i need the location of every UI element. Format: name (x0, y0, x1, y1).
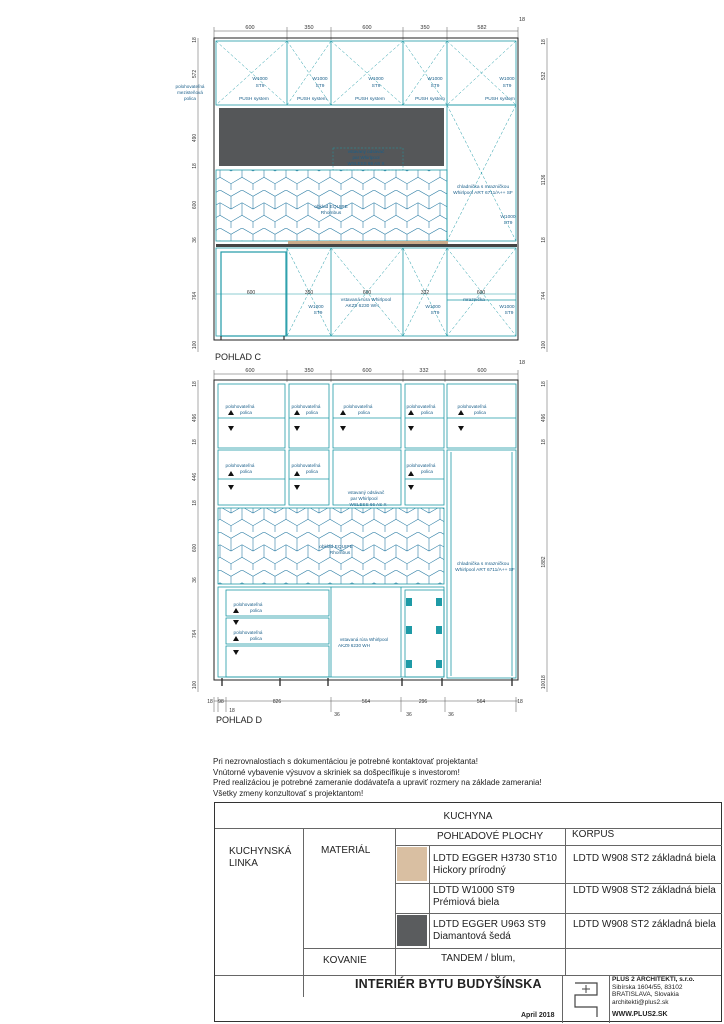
c-left-dim-1: 18 (192, 37, 198, 43)
d-fridge-note-2: Whirlpool ART 6711/A++ SF (455, 568, 515, 573)
c-fridge-code: W1000 (500, 215, 516, 220)
c-upper-4-st: ST9 (430, 84, 440, 89)
c-lower-1-code: W1000 (308, 305, 324, 310)
firm-address: Sibírska 1604/55, 83102 (612, 983, 683, 991)
row1-body: LDTD W908 ST2 základná biela (573, 853, 716, 864)
c-upper-2-st: ST9 (315, 84, 325, 89)
d-shelf-7b: polica (305, 469, 319, 474)
firm-info (612, 976, 694, 1006)
d-top-dim-2: 350 (304, 368, 314, 374)
d-left-dim-6: 600 (192, 543, 198, 553)
c-upper-3-st: ST9 (371, 84, 381, 89)
d-fridge-note-1: chladnička s mrazničkou (456, 562, 510, 567)
row3-body: LDTD W908 ST2 základná biela (573, 919, 716, 930)
d-drawer-wire-baskets (406, 598, 442, 668)
material-label: MATERIÁL (321, 845, 371, 856)
d-bottom-dim-3: 826 (272, 699, 282, 705)
d-shelf-8a: polohovateľná (406, 463, 436, 468)
c-lower-dim-1: 600 (246, 290, 256, 296)
c-lower-dim-4: 332 (420, 290, 430, 296)
d-tile-note-2: Rhombus (329, 551, 351, 556)
c-top-dim-1: 600 (245, 25, 255, 31)
row2-front-1: LDTD W1000 ST9 (433, 885, 515, 896)
c-upper-3-code: W1000 (368, 77, 384, 82)
c-right-dim-5: 744 (541, 291, 547, 301)
c-lower-dim-2: 350 (304, 290, 314, 296)
d-shelf-2a: polohovateľná (291, 404, 321, 409)
c-left-dim-6: 36 (192, 237, 198, 243)
c-shelf-note-2: mezisteňová (177, 90, 203, 95)
c-left-dim-7: 764 (192, 291, 198, 301)
d-right-dim-3: 18 (541, 439, 547, 445)
d-top-dim-3: 600 (362, 368, 372, 374)
project-date: April 2018 (521, 1012, 555, 1019)
c-left-dim-5: 600 (192, 200, 198, 210)
swatch-diamond-grey (397, 915, 427, 946)
c-right-dim-2: 532 (541, 71, 547, 81)
c-left-dim-3: 490 (192, 133, 198, 143)
c-shelf-note-3: polica (183, 96, 197, 101)
c-upper-3-push: PUSH system (355, 97, 385, 102)
d-bottom-dim-4: 564 (361, 699, 371, 705)
d-lower-shelf-2b: polica (249, 636, 263, 641)
d-lower-shelf-2a: polohovateľná (233, 630, 263, 635)
d-bottom-dim-6: 564 (476, 699, 486, 705)
d-shelf-3b: polica (357, 410, 371, 415)
c-left-dim-4: 18 (192, 163, 198, 169)
d-view-label: POHLAD D (216, 715, 263, 725)
c-fridge-st: ST9 (503, 221, 513, 226)
d-top-extra: 18 (518, 360, 526, 366)
c-hood-note-2: par Whirlpool (352, 155, 380, 160)
d-bottom-sub-2: 36 (334, 712, 340, 718)
c-oven-note-1: vstavaná rúra Whirlpool (340, 298, 392, 303)
d-shelf-4b: polica (420, 410, 434, 415)
c-top-extra: 18 (518, 17, 526, 23)
d-bottom-sub-3: 36 (406, 712, 412, 718)
d-right-dim-1: 18 (541, 381, 547, 387)
d-hood-note-2: par Whirlpool (350, 496, 378, 501)
note-2: Vnútorné vybavenie výsuvov a skriniek sa došpecifikuje s investorom! (213, 767, 460, 777)
view-c (176, 17, 547, 362)
project-notes (213, 757, 542, 799)
d-bottom-dim-1: 18 (207, 699, 213, 705)
c-lower-2-code: W1000 (425, 305, 441, 310)
c-lower-2-st: ST9 (430, 311, 440, 316)
note-1: Pri nezrovnalostiach s dokumentáciou je potrebné kontaktovať projektanta! (213, 757, 478, 766)
row1-front-2: Hickory prírodný (433, 865, 506, 876)
d-right-dim-4: 1882 (541, 556, 547, 568)
c-view-label: POHLAD C (215, 352, 262, 362)
d-lower-shelf-1b: polica (249, 608, 263, 613)
d-top-dim-4: 332 (419, 368, 429, 374)
d-shelf-8b: polica (420, 469, 434, 474)
swatch-hickory (397, 847, 427, 881)
c-right-dim-3: 1136 (541, 174, 547, 186)
d-shelf-1a: polohovateľná (225, 404, 255, 409)
c-hood-note-3: WSLESS 66 AS X (347, 161, 385, 166)
c-upper-1-st: ST9 (255, 84, 265, 89)
d-shelf-5b: polica (473, 410, 487, 415)
c-upper-1-push: PUSH system (239, 97, 269, 102)
d-top-dim-5: 600 (477, 368, 487, 374)
c-oven-note-2: AKZ9 6230 WH (345, 304, 379, 309)
c-upper-4-push: PUSH system (415, 97, 445, 102)
d-hood-note-3: WSLESS 66 AS X (349, 502, 387, 507)
c-upper-2-push: PUSH system (297, 97, 327, 102)
d-lower-shelf-1a: polohovateľná (233, 602, 263, 607)
row3-front-2: Diamantová šedá (433, 931, 511, 942)
c-lower-3-code: W1000 (499, 305, 515, 310)
view-d (192, 360, 547, 725)
d-oven-note-1: vstavaná rúra Whirlpool (339, 637, 389, 642)
d-bottom-sub-4: 36 (448, 712, 454, 718)
c-left-dim-8: 100 (192, 340, 198, 350)
project-title: INTERIÉR BYTU BUDYŠÍNSKA (355, 977, 542, 991)
d-shelf-6b: polica (239, 469, 253, 474)
c-upper-5-code: W1000 (499, 77, 515, 82)
c-right-dim-1: 18 (541, 39, 547, 45)
c-lower-1-st: ST9 (313, 311, 323, 316)
c-lower-dim-5: 600 (476, 290, 486, 296)
d-shelf-1b: polica (239, 410, 253, 415)
row1-front-1: LDTD EGGER H3730 ST10 (433, 853, 557, 864)
d-shelf-2b: polica (305, 410, 319, 415)
c-left-dim-2: 572 (192, 69, 198, 79)
d-shelf-4a: polohovateľná (406, 404, 436, 409)
plus2-logo-icon (567, 977, 605, 1021)
firm-city: BRATISLAVA, Slovakia (612, 991, 679, 998)
hardware-label: KOVANIE (323, 955, 367, 966)
d-hood-note-1: vstavaný odsávač (347, 490, 385, 495)
firm-email: architekti@plus2.sk (612, 998, 669, 1006)
c-top-dim-4: 350 (420, 25, 430, 31)
c-upper-5-push: PUSH system (485, 97, 515, 102)
c-dark-wall-panel (219, 108, 444, 166)
d-bottom-dim-5: 296 (418, 699, 428, 705)
d-top-dim-1: 600 (245, 368, 255, 374)
c-top-dim-3: 600 (362, 25, 372, 31)
item-label-2: LINKA (229, 858, 258, 869)
d-bottom-dim-2: 98 (218, 699, 224, 705)
d-shelf-6a: polohovateľná (225, 463, 255, 468)
d-left-dim-4: 446 (192, 472, 198, 482)
c-right-dim-6: 100 (541, 340, 547, 350)
hardware-value: TANDEM / blum, (441, 953, 516, 964)
d-oven-note-2: AKZ9 6230 WH (338, 643, 370, 648)
d-left-dim-1: 18 (192, 381, 198, 387)
table-header: KUCHYNA (443, 811, 493, 822)
material-table (214, 802, 722, 1022)
col-front-label: POHĽADOVÉ PLOCHY (437, 831, 544, 842)
row2-body: LDTD W908 ST2 základná biela (573, 885, 716, 896)
c-upper-5-st: ST9 (502, 84, 512, 89)
firm-web: WWW.PLUS2.SK (612, 1011, 668, 1018)
row2-front-2: Prémiová biela (433, 897, 500, 908)
d-left-dim-8: 764 (192, 629, 198, 639)
c-tile-note-2: Rhombus (320, 211, 342, 216)
c-fridge-note-1: chladnička s mrazničkou (456, 185, 510, 190)
firm-name: PLUS 2 ARCHITEKTI, s.r.o. (612, 976, 695, 983)
d-left-dim-9: 100 (192, 680, 198, 690)
d-left-dim-7: 36 (192, 577, 198, 583)
c-upper-2-code: W1000 (312, 77, 328, 82)
c-hood-note-1: vstavaný odsávač (347, 149, 385, 154)
d-bottom-dim-7: 18 (517, 699, 523, 705)
row3-front-1: LDTD EGGER U963 ST9 (433, 919, 546, 930)
d-tile-note-1: obklad EQUIPE (319, 545, 353, 550)
c-lower-dim-3: 600 (362, 290, 372, 296)
d-right-dim-6: 100 (541, 680, 547, 690)
d-left-dim-2: 496 (192, 413, 198, 423)
d-left-dim-3: 18 (192, 439, 198, 445)
c-top-dim-2: 350 (304, 25, 314, 31)
note-4: Všetky zmeny konzultovať s projektantom! (213, 788, 364, 798)
note-3: Pred realizáciou je potrebné zameranie dodávateľa a upraviť rozmery na základe zamerania! (213, 778, 542, 787)
d-shelf-3a: polohovateľná (343, 404, 373, 409)
c-lower-3-st: ST9 (504, 311, 514, 316)
c-drawer-note: mraznička (463, 298, 485, 303)
d-right-dim-2: 496 (541, 413, 547, 423)
d-bottom-sub-1: 18 (229, 708, 235, 714)
c-shelf-note-1: polohovateľná (175, 84, 205, 89)
d-right-dim-5: 18 (541, 675, 547, 681)
c-worktop-dark (216, 244, 517, 247)
d-shelf-5a: polohovateľná (457, 404, 487, 409)
c-upper-4-code: W1000 (427, 77, 443, 82)
col-body-label: KORPUS (572, 829, 615, 840)
c-fridge-note-2: Whirlpool ART 6711/A++ SF (453, 191, 513, 196)
c-upper-1-code: W1000 (252, 77, 268, 82)
d-left-dim-5: 18 (192, 500, 198, 506)
d-shelf-7a: polohovateľná (291, 463, 321, 468)
item-label-1: KUCHYNSKÁ (229, 846, 292, 857)
c-top-dim-5: 582 (477, 25, 487, 31)
c-right-dim-4: 18 (541, 237, 547, 243)
c-tile-note-1: obklad EQUIPE (314, 205, 348, 210)
